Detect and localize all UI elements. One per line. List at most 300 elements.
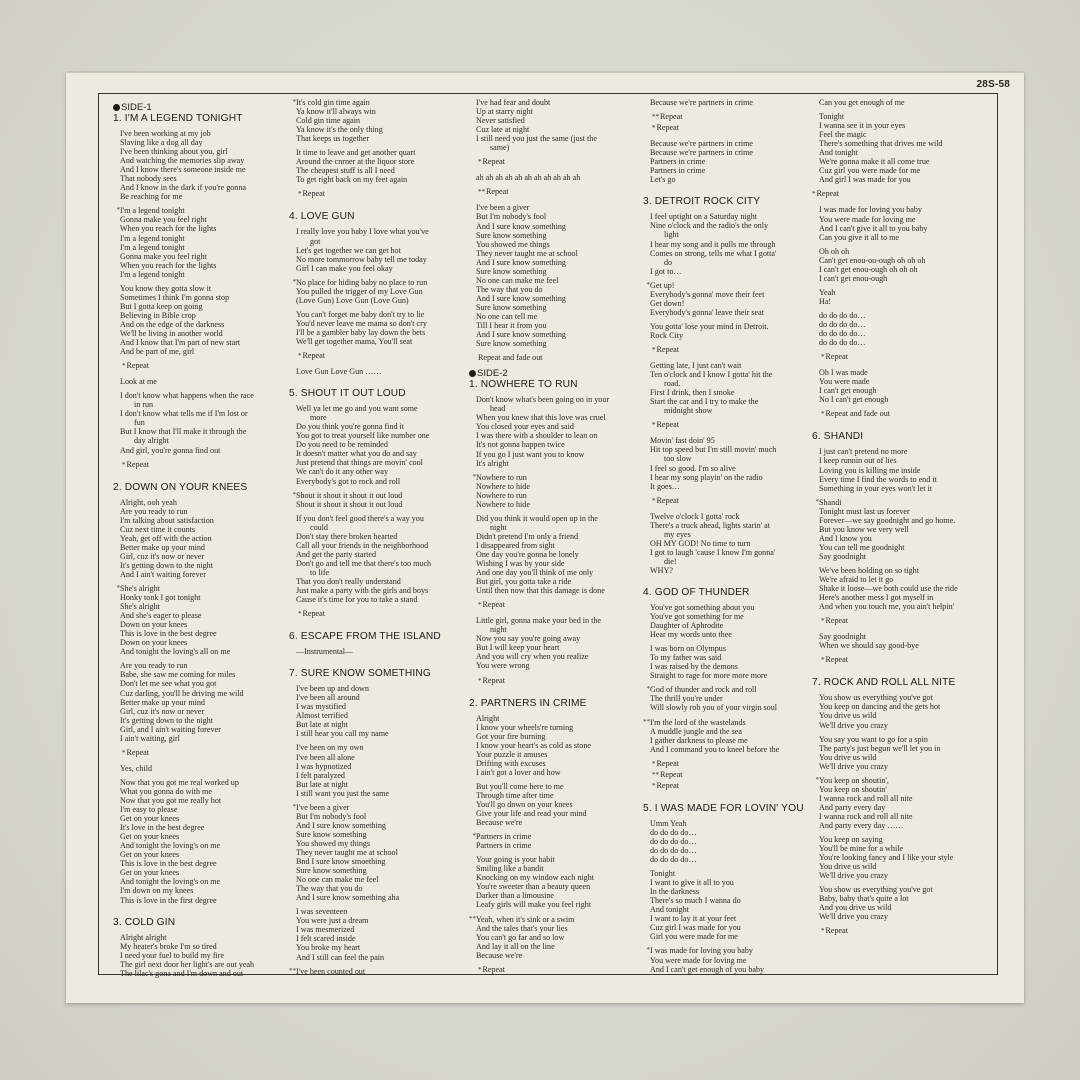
number-separator: . (294, 668, 301, 680)
lyric-line: Are you ready to run (120, 506, 188, 516)
lyric-line: I was hypnotized (296, 761, 352, 771)
lyric-line: No one can tell me (476, 311, 538, 321)
repeat-text: Repeat (825, 926, 848, 936)
lyric-line: You show us everything you've got (819, 693, 933, 703)
lyric-line: Bnd I sure know smoething (296, 857, 386, 867)
repeat-note (469, 965, 643, 975)
lyric-line: night (490, 625, 507, 635)
lyric-line: I've been working at my job (120, 129, 211, 138)
repeat-text: Repeat (656, 420, 679, 430)
lyric-line: same) (490, 143, 510, 153)
lyric-line: road. (664, 379, 681, 389)
lyric-line: You'll be mine for a while (819, 844, 904, 854)
lyric-line: And the tales that's your lies (476, 923, 568, 933)
lyric-line: The party's just begun we'll let you in (819, 743, 941, 753)
lyric-line: Can't get enou-ou-ough oh oh oh (819, 255, 926, 265)
lyric-line: Feel the magic (819, 130, 867, 140)
lyric-stanza (113, 377, 285, 386)
lyric-line: Start the car and I try to make the (650, 397, 759, 407)
repeat-note (643, 112, 813, 122)
lyric-stanza (469, 782, 643, 827)
lyric-line: I felt scared inside (296, 934, 356, 944)
lyric-line: I wanna rock and roll all nite (819, 811, 913, 821)
lyric-line: Shandi (819, 497, 842, 507)
lyric-line: When you reach for the lights (120, 224, 217, 234)
lyric-line: Girl, cuz it's now or never (120, 706, 205, 716)
lyric-line: I don't know what happens when the race (120, 391, 254, 401)
catalog-number: 28S-58 (976, 79, 1010, 90)
lyric-line: I was raised by the demons (650, 662, 738, 672)
repeat-text: Repeat (482, 964, 505, 974)
repeat-note (643, 770, 813, 780)
lyric-line: And party every day (819, 802, 886, 812)
lyric-stanza (643, 98, 813, 107)
lyric-line: Do you think you're gonna find it (296, 422, 405, 432)
lyric-line: Now you say you're going away (476, 634, 581, 644)
lyric-line: Almost terrified (296, 711, 348, 721)
lyric-line: We'll drive you crazy (819, 912, 888, 922)
lyric-line: Tonight must last us forever (819, 506, 910, 516)
repeat-marker-icon: * (652, 345, 656, 354)
song-title (643, 587, 813, 599)
side-label: SIDE-2 (477, 368, 508, 380)
lyric-line: Nowhere to run (476, 472, 527, 482)
lyric-line: The way that you do (296, 884, 363, 894)
lyric-line: You showed my things (296, 838, 371, 848)
lyric-stanza (643, 281, 813, 317)
lyric-line: Sure know something (296, 829, 367, 839)
lyric-line: Sure know something (476, 266, 547, 276)
lyric-line: do do do do… (819, 319, 866, 329)
lyric-line: Ya know it's the only thing (296, 125, 383, 135)
lyric-line: Yes, child (120, 763, 153, 773)
lyric-line: Cuz girl I was made for you (650, 923, 741, 933)
lyric-stanza (289, 148, 465, 184)
lyric-line: in run (134, 400, 154, 410)
lyrics-column-4 (643, 98, 813, 979)
lyric-line: And party every day …… (819, 821, 904, 830)
lyric-line: Shake it loose—we both could use the ride (819, 584, 958, 594)
lyric-line: The way that you do (476, 284, 543, 294)
repeat-text: Repeat (660, 112, 683, 122)
lyric-line: Yeah, when it's sink or a swim (476, 914, 575, 924)
lyric-line: I need your fuel to build my fire (120, 950, 225, 960)
song-number: 2 (113, 481, 119, 493)
lyric-line: I'm a legend tonight (120, 233, 185, 243)
lyric-line: night (490, 522, 507, 532)
lyric-line: Hear my words unto thee (650, 630, 732, 640)
lyric-line: I've been a giver (296, 802, 350, 812)
lyric-line: I keep runnin out of lies (819, 456, 897, 466)
repeat-marker-icon: * (478, 601, 482, 610)
song-name: SHANDI (823, 431, 864, 443)
lyric-line: You'll go dnwn on your knees (476, 800, 573, 809)
repeat-marker-icon: * (652, 781, 656, 790)
lyric-line: I disappeared from sight (476, 540, 555, 550)
lyric-line: You've got something about you (650, 603, 755, 613)
chorus-marker-icon: * (815, 497, 819, 506)
lyric-line: When you reach for the lights (120, 260, 217, 270)
number-separator: . (294, 211, 301, 223)
lyric-line: Down on your knees (120, 638, 188, 648)
lyric-line: I've been all around (296, 693, 360, 703)
lyric-line: Don't go and tell me that there's too much (296, 558, 432, 568)
lyric-line: And I sure know something (476, 221, 566, 231)
lyric-line: But I'm nobody's fool (296, 811, 367, 821)
repeat-note (113, 361, 285, 371)
lyric-stanza (643, 718, 813, 754)
repeat-marker-icon: * (298, 352, 302, 361)
lyric-line: And when you touch me, you ain't helpin' (819, 602, 955, 612)
number-separator: . (294, 388, 301, 400)
lyrics-frame (98, 93, 998, 978)
lyric-line: She's alright (120, 602, 160, 612)
repeat-marker-icon: * (478, 676, 482, 685)
lyric-line: It's alright (476, 458, 509, 468)
song-number: 1 (113, 113, 119, 124)
lyric-line: You were made for loving me (819, 214, 916, 224)
lyric-line: You showed me things (476, 239, 550, 249)
lyric-line: And tonight the loving's all on me (120, 647, 231, 657)
lyric-line: I've been a giver (476, 203, 530, 213)
lyric-line: Through time after time (476, 790, 554, 800)
lyric-line: Alright alright (120, 932, 167, 942)
lyric-line: And watching the memories slip away (120, 156, 245, 166)
lyric-line: Got your fire burning (476, 731, 546, 741)
number-separator: . (817, 431, 824, 443)
lyric-line: OH MY GOD! No time to turn (650, 538, 751, 548)
lyric-line: We'll be living in another world (120, 328, 223, 338)
lyric-line: You broke my heart (296, 943, 361, 953)
lyric-line: They never taught me at school (296, 848, 398, 857)
lyric-line: No one can make me feel (476, 275, 559, 285)
lyric-line: I got to laugh 'cause I know I'm gonna' (650, 547, 776, 557)
lyric-line: That you don't really understand (296, 576, 401, 586)
repeat-note (289, 189, 465, 199)
lyric-line: No place for hiding baby no place to run (296, 277, 428, 287)
lyric-line: You keep on shoutin' (819, 784, 887, 794)
song-number: 3 (113, 916, 119, 928)
lyric-line: Forever—we say goodnight and go home. (819, 515, 956, 525)
repeat-marker-icon: ** (652, 113, 659, 122)
lyric-line: Get on your knees (120, 832, 180, 842)
repeat-marker-icon: * (821, 617, 825, 626)
repeat-note (469, 353, 643, 362)
lyric-line: do do do do… (819, 329, 866, 339)
lyric-line: I want to give it all to you (650, 878, 734, 888)
lyric-line: Drifting with excuses (476, 758, 546, 768)
lyric-line: Believing in Bible crop (120, 310, 196, 320)
lyric-line: And I ain't waiting forever (120, 569, 206, 579)
repeat-text: Repeat (656, 344, 679, 354)
repeat-text: Repeat (302, 189, 325, 199)
song-name: COLD GIN (124, 916, 176, 928)
lyric-stanza (812, 311, 992, 347)
song-title (289, 211, 465, 223)
lyric-line: I hear my song and it pulls me through (650, 239, 776, 249)
lyric-line: I've been all alone (296, 752, 355, 762)
lyric-line: And I can't give it all to you baby (819, 223, 928, 233)
lyric-stanza (643, 946, 813, 973)
lyric-line: Well ya let me go and you want some (296, 404, 418, 414)
number-separator: . (474, 697, 481, 709)
lyric-line: Shout it shout it shout it out loud (296, 499, 403, 509)
lyric-line: fun (134, 418, 145, 428)
lyric-line: Partners in crime (650, 157, 706, 167)
song-title (289, 631, 465, 643)
chorus-marker-icon: * (646, 280, 650, 289)
lyric-line: Do you need to be reminded (296, 440, 388, 450)
lyric-stanza (113, 129, 285, 201)
lyric-line: Get on your knees (120, 850, 180, 860)
lyric-line: Partners in crime (650, 166, 706, 176)
lyric-line: Don't stay there broken hearted (296, 531, 398, 541)
repeat-note (113, 460, 285, 470)
lyric-line: You keep on shoutin', (819, 775, 889, 785)
lyric-line: Everybody's gonna' move their feet (650, 289, 765, 299)
repeat-marker-icon: * (821, 656, 825, 665)
lyric-line: I've been counted out (296, 966, 366, 976)
chorus-marker-icon: * (646, 685, 650, 694)
lyric-stanza (113, 933, 285, 978)
song-number: 1 (469, 379, 475, 391)
number-separator: . (294, 631, 301, 643)
song-name: DOWN ON YOUR KNEES (124, 481, 248, 493)
repeat-marker-icon: ** (478, 188, 485, 197)
lyric-stanza (289, 907, 465, 961)
lyric-stanza (643, 139, 813, 184)
repeat-text: Repeat (482, 600, 505, 610)
lyric-line: Till I hear it from you (476, 321, 547, 331)
repeat-marker-icon: * (821, 353, 825, 362)
song-number: 2 (469, 697, 475, 709)
lyric-line: do do do do… (819, 310, 866, 320)
lyric-line: I know your heart's as cold as stone (476, 740, 591, 750)
lyric-line: And tonight (650, 905, 689, 915)
lyric-line: Didn't pretend I'm only a friend (476, 531, 579, 541)
lyric-line: But you know we very well (819, 524, 909, 534)
repeat-note (289, 609, 465, 619)
lyric-stanza (812, 98, 992, 107)
lyric-line: Comes on strong, tells me what I gotta' (650, 248, 777, 258)
lyric-line: Ten o'clock and I know I gotta' hit the (650, 370, 773, 380)
lyric-line: Don't know what's been going on in your (476, 395, 610, 405)
lyric-stanza (812, 498, 992, 561)
lyric-line: light (664, 230, 679, 240)
lyric-line: more (310, 413, 327, 423)
chorus-marker-icon: * (292, 277, 296, 286)
number-separator: . (648, 196, 655, 208)
lyric-stanza (289, 278, 465, 305)
lyric-stanza (812, 288, 992, 306)
lyric-line: I'm a legend tonight (120, 206, 185, 216)
chorus-marker-icon: * (292, 98, 296, 106)
chorus-marker-icon: * (292, 490, 296, 499)
lyric-line: First I drink, then I smoke (650, 388, 735, 398)
lyric-line: One day you're gonna be lonely (476, 549, 579, 559)
lyric-line: We'll get together mama, You'll seat (296, 336, 413, 346)
lyric-line: Ha! (819, 296, 832, 306)
repeat-text: Repeat (482, 675, 505, 685)
lyric-line: I was born on Olympus (650, 644, 726, 654)
lyric-line: You've got something for me (650, 612, 744, 622)
lyric-line: I feel uptight on a Saturday night (650, 212, 757, 222)
song-title (113, 113, 285, 125)
lyric-line: And tonight the loving's on me (120, 841, 221, 851)
lyric-line: I've been up and down (296, 684, 369, 694)
lyric-line: Gonna make you feel right (120, 251, 207, 261)
lyric-line: I'm a legend tonight (120, 242, 185, 252)
lyric-line: And she's eager to please (120, 611, 202, 621)
lyric-line: Your going is your habit (476, 855, 555, 865)
lyric-line: And I know in the dark if you're gonna (120, 183, 246, 193)
lyric-line: could (310, 522, 328, 532)
lyric-line: And you will cry when you realize (476, 652, 589, 662)
lyric-line: Can you give it all to me (819, 232, 900, 242)
lyric-stanza (812, 566, 992, 611)
lyric-line: Cold gin time again (296, 116, 361, 126)
lyric-line: Rock City (650, 330, 684, 340)
lyric-line: And I sure know something (476, 330, 566, 340)
lyric-line: I was made for loving you baby (819, 205, 922, 215)
lyric-line: You were just a dream (296, 916, 369, 926)
lyric-stanza (812, 205, 992, 241)
song-name: GOD OF THUNDER (654, 587, 750, 599)
lyric-line: And I command you to kneel before the (650, 744, 780, 754)
lyric-line: I was mystified (296, 702, 346, 712)
repeat-text: Repeat (656, 758, 679, 768)
lyric-line: Girl, and I ain't waiting forever (120, 724, 221, 734)
lyric-line: Look at me (120, 377, 157, 387)
repeat-text: Repeat and fade out (825, 409, 890, 419)
song-title (113, 917, 285, 929)
lyric-line: Cuz late at night (476, 125, 530, 135)
repeat-marker-icon: * (821, 410, 825, 419)
lyric-line: Because we're partners in crime (650, 148, 754, 158)
lyric-line: I wanna rock and roll all nite (819, 793, 913, 803)
lyric-line: We're gonna make it all come true (819, 157, 930, 167)
lyric-line: Movin' fast doin' 95 (650, 436, 715, 446)
lyric-line: I've had fear and doubt (476, 98, 551, 107)
lyric-line: The thrill you're under (650, 694, 723, 704)
repeat-text: Repeat and fade out (478, 353, 543, 363)
repeat-note (643, 345, 813, 355)
lyric-line: Because we're (476, 950, 523, 960)
lyric-line: Tonight (650, 869, 676, 879)
lyric-line: Your puzzle it amuses (476, 749, 548, 759)
lyric-line: She's alright (120, 584, 160, 594)
repeat-note (643, 420, 813, 430)
lyric-line: It doesn't matter what you do and say (296, 449, 417, 459)
repeat-note (289, 351, 465, 361)
repeat-note (643, 781, 813, 791)
repeat-marker-icon: * (652, 496, 656, 505)
lyric-line: I felt paralyzed (296, 770, 345, 780)
lyric-line: do (664, 257, 673, 267)
lyric-line: Can you get enough of me (819, 98, 905, 107)
lyric-line: It goes… (650, 481, 680, 491)
lyric-line: Wishing I was by your side (476, 559, 565, 569)
lyric-line: Darker than a limousine (476, 891, 554, 901)
lyric-line: And tonight (819, 148, 858, 158)
lyric-line: You keep on saying (819, 835, 883, 845)
song-title (113, 482, 285, 494)
lyric-line: Cuz darling, you'll be driving me wild (120, 688, 244, 698)
lyric-line: Nowhere to run (476, 490, 527, 500)
lyric-stanza (113, 391, 285, 454)
lyric-line: And girl I was made for you (819, 175, 911, 185)
lyric-line: Yeah (819, 287, 836, 297)
lyric-stanza (469, 616, 643, 670)
repeat-note (812, 616, 992, 626)
repeat-note (643, 496, 813, 506)
lyric-line: I can't get enou-ough (819, 273, 888, 283)
lyric-line: Say goodnight (819, 632, 866, 642)
instrumental-note: —Instrumental— (296, 647, 354, 657)
lyric-line: The cheapest stuff is all I need (296, 166, 395, 176)
lyric-line: And you drive us wild (819, 903, 892, 913)
repeat-note (812, 352, 992, 362)
lyric-stanza (113, 284, 285, 356)
lyric-line: The lilac's gona and I'm down and out (120, 968, 244, 978)
lyric-line: You can't forget me baby don't try to lie (296, 309, 425, 319)
lyric-line: Nowhere to hide (476, 499, 530, 509)
lyric-line: When you knew that this love was cruel (476, 413, 606, 423)
lyric-line: Baby, baby that's quite a lot (819, 894, 909, 904)
lyric-line: Just make a party with the girls and boys (296, 586, 429, 596)
lyric-line: Yeah, get off with the action (120, 533, 212, 543)
lyric-line: And I sure know something (296, 820, 386, 830)
song-number: 7 (289, 668, 295, 680)
lyric-stanza (643, 361, 813, 415)
lyric-line: You're sweeter than a beauty queen (476, 882, 591, 892)
song-name: PARTNERS IN CRIME (480, 697, 587, 709)
lyric-line: Around the cnrner at the liquor store (296, 157, 415, 167)
lyric-line: The girl next door her light's are out yeah (120, 959, 255, 969)
lyric-line: Girl I can make you feel okay (296, 263, 393, 273)
lyric-stanza (643, 212, 813, 275)
bullet-icon (469, 370, 476, 377)
lyric-stanza (643, 869, 813, 941)
repeat-marker-icon: * (478, 158, 482, 167)
song-title (289, 388, 465, 400)
lyric-line: If you go I just want you to know (476, 449, 585, 459)
lyric-line: Now that you got me really hot (120, 796, 222, 805)
lyric-line: And I know that I'm part of new start (120, 338, 241, 348)
lyric-line: Up at starry night (476, 107, 533, 117)
lyric-stanza (113, 661, 285, 742)
lyric-line: And I can't get enough of you baby (650, 964, 765, 974)
lyric-stanza (289, 684, 465, 738)
lyric-line: You know they gotta slow it (120, 283, 212, 293)
lyric-line: You got to treat yourself like number one (296, 431, 430, 441)
lyric-stanza (812, 885, 992, 921)
lyric-line: Better make up your mind (120, 542, 205, 552)
repeat-marker-icon: * (298, 190, 302, 199)
bullet-icon (113, 104, 120, 111)
lyric-line: I was mesmerized (296, 925, 355, 935)
lyric-line: do do do do… (650, 846, 697, 855)
repeat-marker-icon: * (298, 610, 302, 619)
repeat-text: Repeat (126, 747, 149, 757)
lyric-line: But I gotta keep on going (120, 301, 203, 311)
repeat-text: Repeat (816, 189, 839, 199)
song-title (289, 668, 465, 680)
repeat-note (469, 600, 643, 610)
lyric-line: You'd never leave me mama so don't cry (296, 318, 427, 328)
lyric-line: Alright (476, 713, 500, 723)
number-separator: . (648, 587, 655, 599)
